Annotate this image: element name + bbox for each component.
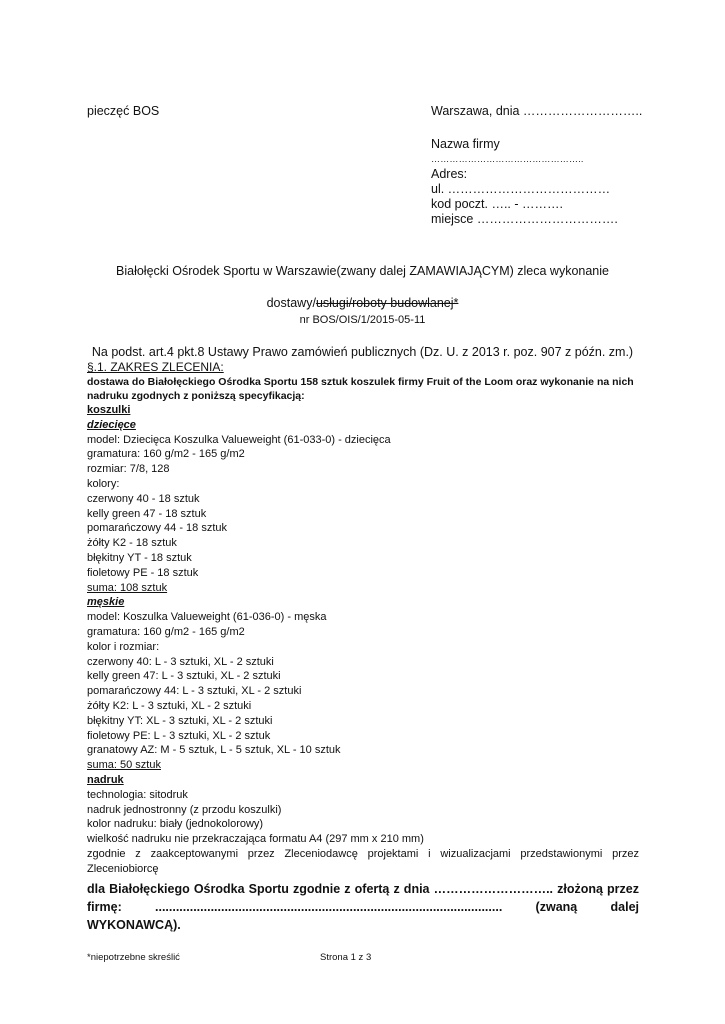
mens-color-item: pomarańczowy 44: L - 3 sztuki, XL - 2 sztuki xyxy=(87,685,302,698)
commission-statement: Białołęcki Ośrodek Sportu w Warszawie(zwany dalej ZAMAWIAJĄCYM) zleca wykonanie xyxy=(116,264,609,278)
kids-color-item: kelly green 47 - 18 sztuk xyxy=(87,507,207,520)
mens-weight: gramatura: 160 g/m2 - 165 g/m2 xyxy=(87,625,245,638)
address-label: Adres: xyxy=(431,167,468,181)
mens-colors-label: kolor i rozmiar: xyxy=(87,640,160,653)
page-number: Strona 1 z 3 xyxy=(320,952,372,963)
legal-basis: Na podst. art.4 pkt.8 Ustawy Prawo zamówień publicznych (Dz. U. z 2013 r. poz. 907 z późn. zm.) xyxy=(91,345,634,359)
print-line: wielkość nadruku nie przekraczająca formatu A4 (297 mm x 210 mm) xyxy=(87,833,424,846)
kids-colors-label: kolory: xyxy=(87,477,120,490)
kids-total: suma: 108 sztuk xyxy=(87,581,168,594)
kids-color-item: żółty K2 - 18 sztuk xyxy=(87,537,177,550)
kids-model: model: Dziecięca Koszulka Valueweight (61-033-0) - dziecięca xyxy=(87,433,391,446)
print-line: nadruk jednostronny (z przodu koszulki) xyxy=(87,803,282,816)
date-line: Warszawa, dnia ……………………….. xyxy=(431,104,643,118)
tshirts-heading: koszulki xyxy=(87,404,131,416)
print-approval: zgodnie z zaakceptowanymi przez Zleceniodawcę projektami i wizualizacjami przedstawionymi przez Zleceniobiorcę xyxy=(87,847,639,875)
mens-color-item: czerwony 40: L - 3 sztuki, XL - 2 sztuki xyxy=(87,655,274,668)
mens-color-item: kelly green 47: L - 3 sztuki, XL - 2 sztuki xyxy=(87,670,281,683)
print-line: technologia: sitodruk xyxy=(87,788,188,801)
street-line: ul. ………………………………… xyxy=(431,182,611,196)
scope-lead: dostawa do Białołęckiego Ośrodka Sportu 158 sztuk koszulek firmy Fruit of the Loom oraz wykonanie na nich nadruku zgodnych z poniższą specyfikacją: xyxy=(87,376,634,402)
kids-sizes: rozmiar: 7/8, 128 xyxy=(87,463,170,476)
mens-heading: męskie xyxy=(87,596,125,609)
subject-kept: dostawy/ xyxy=(266,296,316,310)
section-heading: §.1. ZAKRES ZLECENIA: xyxy=(87,360,224,374)
print-line: kolor nadruku: biały (jednokolorowy) xyxy=(87,818,264,831)
kids-color-item: błękitny YT - 18 sztuk xyxy=(87,551,192,564)
scope-section xyxy=(87,360,639,934)
reference-number: nr BOS/OIS/1/2015-05-11 xyxy=(299,314,426,326)
city-line: miejsce ……………………………. xyxy=(431,212,618,226)
mens-model: model: Koszulka Valueweight (61-036-0) - męska xyxy=(87,611,327,624)
company-label: Nazwa firmy xyxy=(431,137,500,151)
order-subject xyxy=(0,296,725,310)
kids-color-item: fioletowy PE - 18 sztuk xyxy=(87,566,199,579)
stamp-label: pieczęć BOS xyxy=(87,104,160,118)
kids-heading: dziecięce xyxy=(87,418,136,431)
footnote: *niepotrzebne skreślić xyxy=(87,952,180,963)
closing-statement: dla Białołęckiego Ośrodka Sportu zgodnie z ofertą z dnia ……………………….. złożoną przez firmę: .................................................................................................... (zwaną dalej WYKONAWCĄ). xyxy=(87,881,639,932)
mens-color-item: fioletowy PE: L - 3 sztuki, XL - 2 sztuk xyxy=(87,729,271,742)
postal-line: kod poczt. ….. - ………. xyxy=(431,197,563,211)
mens-total: suma: 50 sztuk xyxy=(87,759,161,772)
print-heading: nadruk xyxy=(87,773,124,786)
subject-struck: usługi/roboty budowlanej* xyxy=(315,296,459,310)
mens-color-item: granatowy AZ: M - 5 sztuk, L - 5 sztuk, XL - 10 sztuk xyxy=(87,744,341,757)
recipient-block xyxy=(431,104,642,227)
kids-color-item: pomarańczowy 44 - 18 sztuk xyxy=(87,522,228,535)
kids-color-item: czerwony 40 - 18 sztuk xyxy=(87,492,200,505)
mens-color-item: błękitny YT: XL - 3 sztuki, XL - 2 sztuki xyxy=(87,714,273,727)
mens-color-item: żółty K2: L - 3 sztuki, XL - 2 sztuki xyxy=(87,699,252,712)
company-dots: ………………………………………….. xyxy=(431,154,584,164)
kids-weight: gramatura: 160 g/m2 - 165 g/m2 xyxy=(87,448,245,461)
